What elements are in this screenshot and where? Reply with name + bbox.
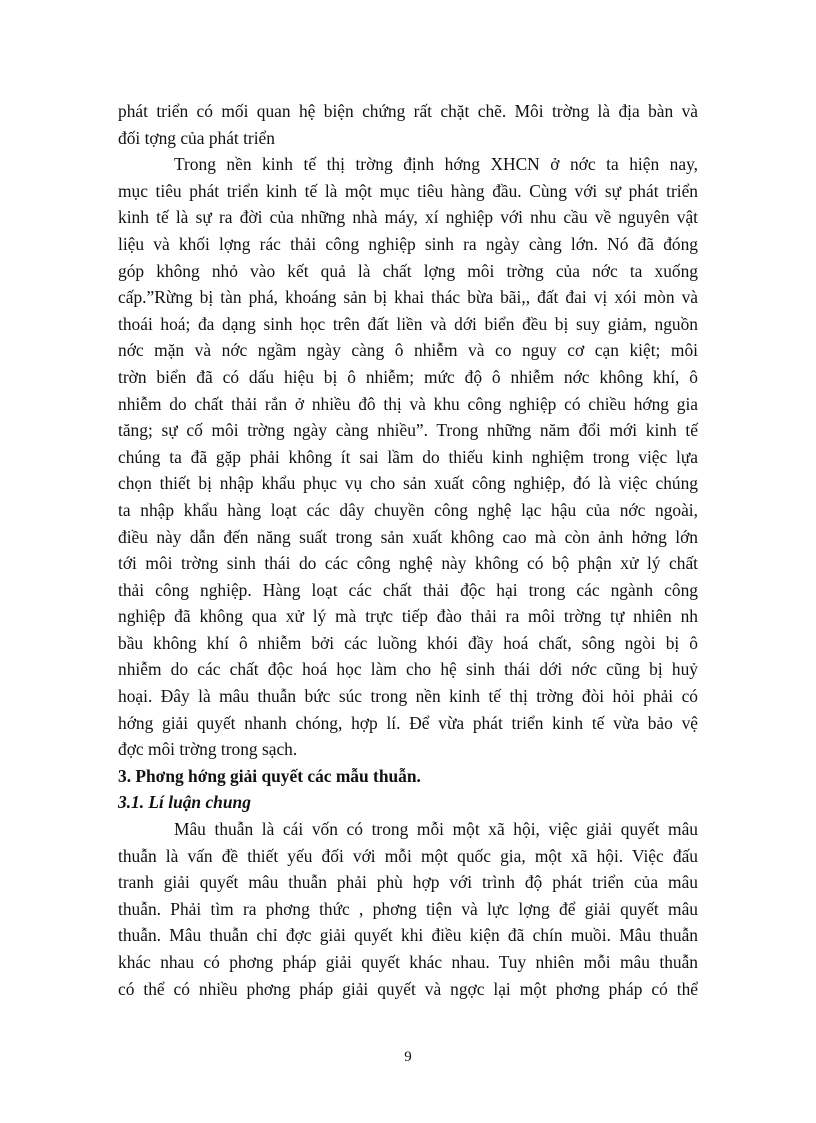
paragraph-line: đợc môi trờng trong sạch. [118, 739, 298, 760]
paragraph-line: Mâu thuẫn là cái vốn có trong mỗi một xã hội, việc giải quyết mâu [174, 819, 698, 840]
paragraph-line: hoại. Đây là mâu thuẫn bức súc trong nền kinh tế thị trờng đòi hỏi phải có [118, 686, 698, 707]
section-heading: 3. Phơng hớng giải quyết các mẫu thuẫn. [118, 765, 421, 786]
paragraph-line: bầu không khí ô nhiễm bởi các luồng khói đầy hoá chất, sông ngòi bị ô [118, 632, 698, 653]
paragraph-line: tới môi trờng sinh thái do các công nghệ này không có bộ phận xử lý chất [118, 553, 698, 574]
paragraph-line: tranh giải quyết mâu thuẫn phải phù hợp với trình độ phát triển của mâu [118, 872, 698, 893]
paragraph-line: tăng; sự cố môi trờng ngày càng nhiều”. Trong những năm đổi mới kinh tế [118, 420, 698, 441]
paragraph-line: chúng ta đã gặp phải không ít sai lầm do thiếu kinh nghiệm trong việc lựa [118, 446, 698, 467]
paragraph-line: khác nhau có phơng pháp giải quyết khác nhau. Tuy nhiên mỗi mâu thuẫn [118, 952, 698, 972]
paragraph-line: ta nhập khẩu hàng loạt các dây chuyền công nghệ lạc hậu của nớc ngoài, [118, 499, 698, 520]
paragraph-line: thuẫn là vấn đề thiết yếu đối với mỗi một quốc gia, một xã hội. Việc đấu [118, 845, 698, 866]
paragraph-line: trờn biển đã có dấu hiệu bị ô nhiễm; mức độ ô nhiễm nớc không khí, ô [118, 366, 698, 387]
page-number: 9 [404, 1049, 412, 1065]
paragraph-line: nghiệp đã không qua xử lý mà trực tiếp đào thải ra môi trờng tự nhiên nh [118, 606, 698, 627]
paragraph-line: đối tợng của phát triển [118, 127, 275, 148]
paragraph-line: nớc mặn và nớc ngầm ngày càng ô nhiễm và co nguy cơ cạn kiệt; môi [118, 340, 698, 361]
paragraph-line: thoái hoá; đa dạng sinh học trên đất liền và dới biển đều bị suy giảm, nguồn [118, 313, 698, 334]
paragraph-line: kinh tế là sự ra đời của những nhà máy, xí nghiệp với nhu cầu về nguyên vật [118, 207, 698, 228]
paragraph-line: nhiễm do các chất độc hoá học làm cho hệ sinh thái dới nớc cũng bị huỷ [118, 659, 698, 680]
paragraph-line: cấp.”Rừng bị tàn phá, khoáng sản bị khai thác bừa bãi,, đất đai vị xói mòn và [118, 287, 698, 308]
paragraph-line: thải công nghiệp. Hàng loạt các chất thải độc hại trong các ngành công [118, 579, 698, 600]
paragraph-line: thuẫn. Phải tìm ra phơng thức , phơng tiện và lực lợng để giải quyết mâu [118, 898, 698, 919]
paragraph-line: nhiễm do chất thải rắn ở nhiều đô thị và khu công nghiệp có chiều hớng gia [118, 393, 698, 414]
document-page [118, 98, 698, 1002]
paragraph-line: thuẫn. Mâu thuẫn chỉ đợc giải quyết khi điều kiện đã chín muồi. Mâu thuẫn [118, 925, 698, 946]
subsection-heading: 3.1. Lí luận chung [118, 792, 251, 813]
paragraph-line: Trong nền kinh tế thị trờng định hớng XHCN ở nớc ta hiện nay, [174, 154, 698, 175]
paragraph-line: liệu và khối lợng rác thải công nghiệp sinh ra ngày càng lớn. Nó đã đóng [118, 233, 698, 254]
paragraph-line: góp không nhỏ vào kết quả là chất lợng môi trờng của nớc ta xuống [118, 260, 698, 281]
paragraph-line: chọn thiết bị nhập khẩu phục vụ cho sản xuất công nghiệp, đó là việc chúng [118, 473, 698, 494]
paragraph-line: mục tiêu phát triển kinh tế là một mục tiêu hàng đầu. Cùng với sự phát triển [118, 180, 698, 201]
paragraph-line: điều này dẫn đến năng suất trong sản xuất không cao mà còn ảnh hởng lớn [118, 526, 698, 547]
paragraph-line: có thể có nhiều phơng pháp giải quyết và ngợc lại một phơng pháp có thể [118, 978, 698, 999]
paragraph-line: hớng giải quyết nhanh chóng, hợp lí. Để vừa phát triển kinh tế vừa bảo vệ [118, 712, 698, 733]
paragraph-line: phát triển có mối quan hệ biện chứng rất chặt chẽ. Môi trờng là địa bàn và [118, 101, 698, 121]
